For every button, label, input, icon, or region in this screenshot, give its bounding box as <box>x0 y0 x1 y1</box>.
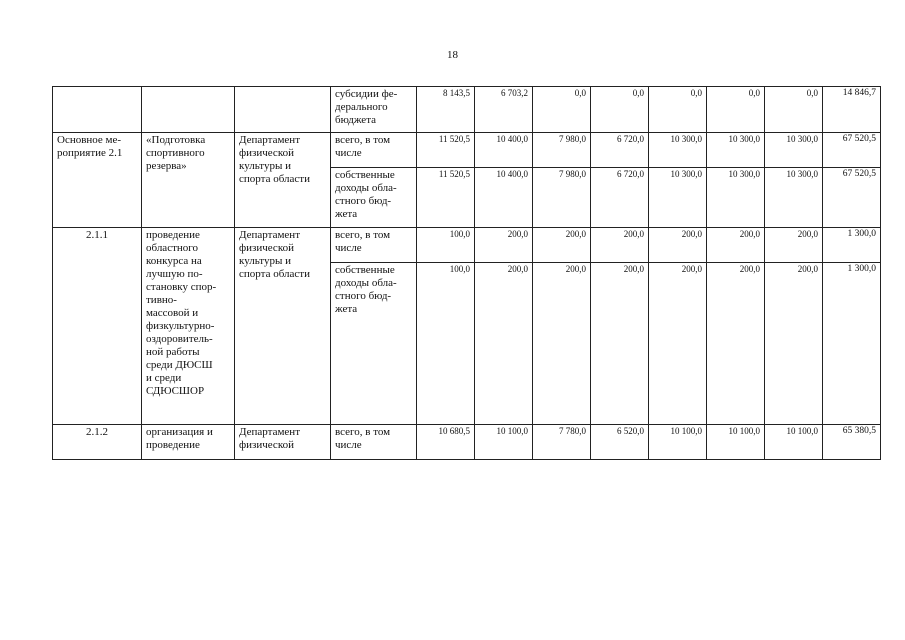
value-cell: 8 143,5 <box>417 87 475 133</box>
value-cell: 11 520,5 <box>417 133 475 168</box>
value-cell: 6 720,0 <box>591 133 649 168</box>
page-number: 18 <box>447 49 458 61</box>
value-cell: 0,0 <box>649 87 707 133</box>
table-row <box>53 425 881 460</box>
value-cell: 10 100,0 <box>649 425 707 460</box>
code-cell: Основное ме- роприятие 2.1 <box>53 133 142 228</box>
value-cell: 10 300,0 <box>649 133 707 168</box>
value-cell: 7 980,0 <box>533 133 591 168</box>
total-cell: 1 300,0 <box>823 228 881 263</box>
value-cell: 10 100,0 <box>707 425 765 460</box>
value-cell: 10 300,0 <box>765 133 823 168</box>
value-cell: 200,0 <box>591 263 649 425</box>
value-cell: 200,0 <box>707 263 765 425</box>
title-cell: проведение областного конкурса на лучшую по- становку спор- тивно- массовой и физкультурно- оздоровитель- ной работы среди ДЮСШ и среди СДЮСШОР <box>142 228 235 425</box>
code-cell <box>53 87 142 133</box>
value-cell: 6 520,0 <box>591 425 649 460</box>
value-cell: 200,0 <box>475 228 533 263</box>
value-cell: 200,0 <box>707 228 765 263</box>
source-cell: собственные доходы обла- стного бюд- жета <box>331 263 417 425</box>
value-cell: 0,0 <box>707 87 765 133</box>
value-cell: 6 720,0 <box>591 168 649 228</box>
code-cell: 2.1.1 <box>53 228 142 425</box>
dept-cell: Департамент физической культуры и спорта области <box>235 133 331 228</box>
table-row <box>53 228 881 263</box>
source-cell: всего, в том числе <box>331 425 417 460</box>
value-cell: 10 300,0 <box>707 133 765 168</box>
value-cell: 10 100,0 <box>475 425 533 460</box>
value-cell: 200,0 <box>649 228 707 263</box>
code-cell: 2.1.2 <box>53 425 142 460</box>
budget-table <box>52 86 881 460</box>
total-cell: 67 520,5 <box>823 133 881 168</box>
source-cell: субсидии фе- дерального бюджета <box>331 87 417 133</box>
value-cell: 10 100,0 <box>765 425 823 460</box>
dept-cell <box>235 87 331 133</box>
value-cell: 0,0 <box>765 87 823 133</box>
value-cell: 200,0 <box>649 263 707 425</box>
value-cell: 200,0 <box>765 228 823 263</box>
title-cell: организация и проведение <box>142 425 235 460</box>
total-cell: 67 520,5 <box>823 168 881 228</box>
total-cell: 1 300,0 <box>823 263 881 425</box>
value-cell: 200,0 <box>475 263 533 425</box>
total-cell: 14 846,7 <box>823 87 881 133</box>
table-row <box>53 133 881 168</box>
value-cell: 200,0 <box>591 228 649 263</box>
value-cell: 10 680,5 <box>417 425 475 460</box>
value-cell: 10 400,0 <box>475 168 533 228</box>
source-cell: собственные доходы обла- стного бюд- жета <box>331 168 417 228</box>
value-cell: 10 300,0 <box>765 168 823 228</box>
table-row <box>53 87 881 133</box>
dept-cell: Департамент физической <box>235 425 331 460</box>
title-cell: «Подготовка спортивного резерва» <box>142 133 235 228</box>
value-cell: 10 300,0 <box>707 168 765 228</box>
value-cell: 0,0 <box>591 87 649 133</box>
value-cell: 10 400,0 <box>475 133 533 168</box>
value-cell: 200,0 <box>533 228 591 263</box>
value-cell: 10 300,0 <box>649 168 707 228</box>
source-cell: всего, в том числе <box>331 133 417 168</box>
value-cell: 7 980,0 <box>533 168 591 228</box>
value-cell: 200,0 <box>765 263 823 425</box>
value-cell: 200,0 <box>533 263 591 425</box>
dept-cell: Департамент физической культуры и спорта области <box>235 228 331 425</box>
total-cell: 65 380,5 <box>823 425 881 460</box>
title-cell <box>142 87 235 133</box>
value-cell: 100,0 <box>417 263 475 425</box>
source-cell: всего, в том числе <box>331 228 417 263</box>
value-cell: 11 520,5 <box>417 168 475 228</box>
value-cell: 100,0 <box>417 228 475 263</box>
value-cell: 0,0 <box>533 87 591 133</box>
value-cell: 6 703,2 <box>475 87 533 133</box>
value-cell: 7 780,0 <box>533 425 591 460</box>
